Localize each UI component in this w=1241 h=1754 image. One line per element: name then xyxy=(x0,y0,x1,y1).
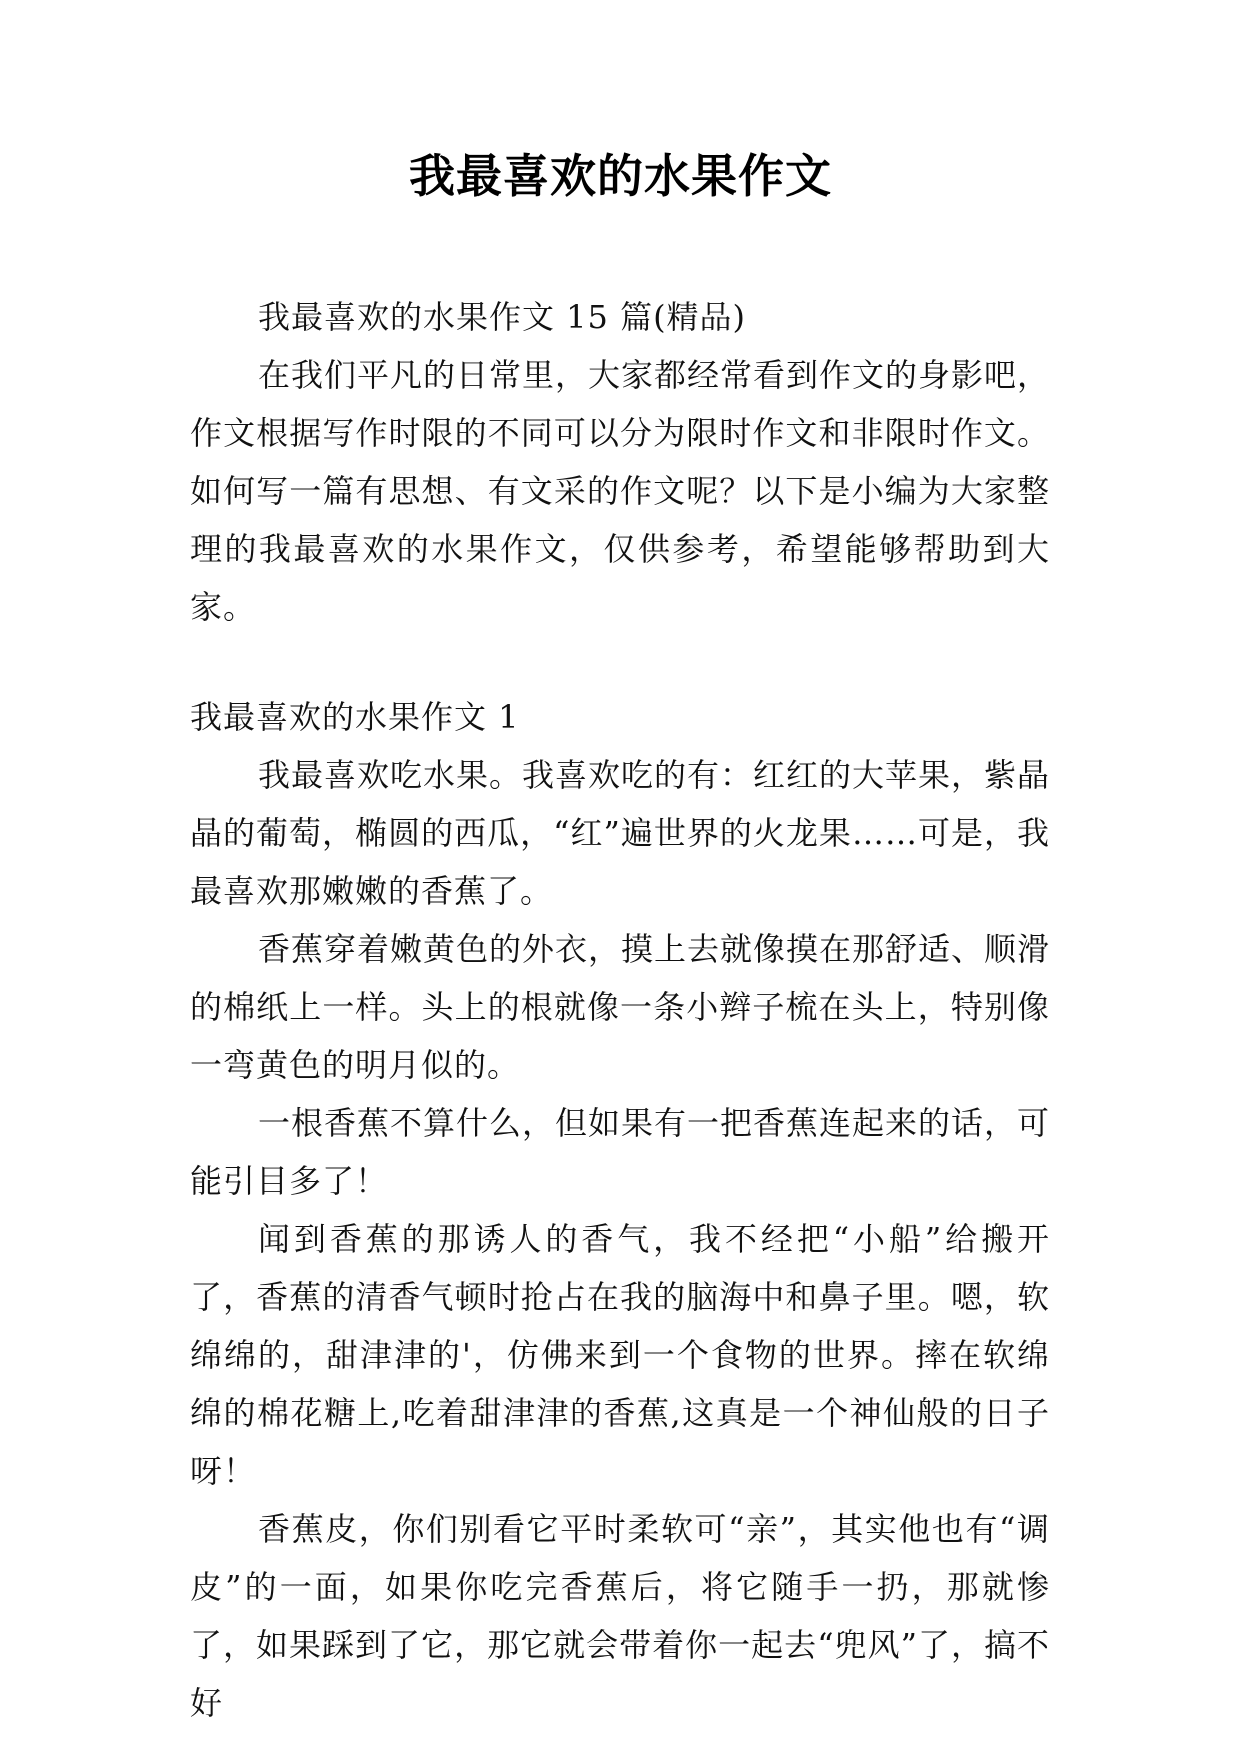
body-paragraph: 我最喜欢吃水果。我喜欢吃的有：红红的大苹果，紫晶晶的葡萄，椭圆的西瓜，“红”遍世界的火龙果……可是，我最喜欢那嫩嫩的香蕉了。 xyxy=(190,756,1051,910)
section-heading: 我最喜欢的水果作文 1 xyxy=(190,698,520,736)
body-paragraph: 香蕉皮，你们别看它平时柔软可“亲”，其实他也有“调皮”的一面，如果你吃完香蕉后，将它随手一扔，那就惨了，如果踩到了它，那它就会带着你一起去“兜风”了，搞不好 xyxy=(190,1510,1050,1722)
body-paragraph: 闻到香蕉的那诱人的香气，我不经把“小船”给搬开了，香蕉的清香气顿时抢占在我的脑海中和鼻子里。嗯，软绵绵的，甜津津的'，仿佛来到一个食物的世界。摔在软绵绵的棉花糖上,吃着甜津津的香蕉,这真是一个神仙般的日子呀！ xyxy=(190,1220,1050,1490)
intro-paragraph: 在我们平凡的日常里，大家都经常看到作文的身影吧，作文根据写作时限的不同可以分为限时作文和非限时作文。如何写一篇有思想、有文采的作文呢？以下是小编为大家整理的我最喜欢的水果作文，仅供参考，希望能够帮助到大家。 xyxy=(190,356,1051,626)
document-body xyxy=(190,288,1050,1732)
document-subtitle: 我最喜欢的水果作文 15 篇(精品) xyxy=(258,298,747,336)
document-title: 我最喜欢的水果作文 xyxy=(409,149,832,203)
body-paragraph: 香蕉穿着嫩黄色的外衣，摸上去就像摸在那舒适、顺滑的棉纸上一样。头上的根就像一条小辫子梳在头上，特别像一弯黄色的明月似的。 xyxy=(190,930,1051,1084)
body-paragraph: 一根香蕉不算什么，但如果有一把香蕉连起来的话，可能引目多了！ xyxy=(190,1104,1051,1200)
